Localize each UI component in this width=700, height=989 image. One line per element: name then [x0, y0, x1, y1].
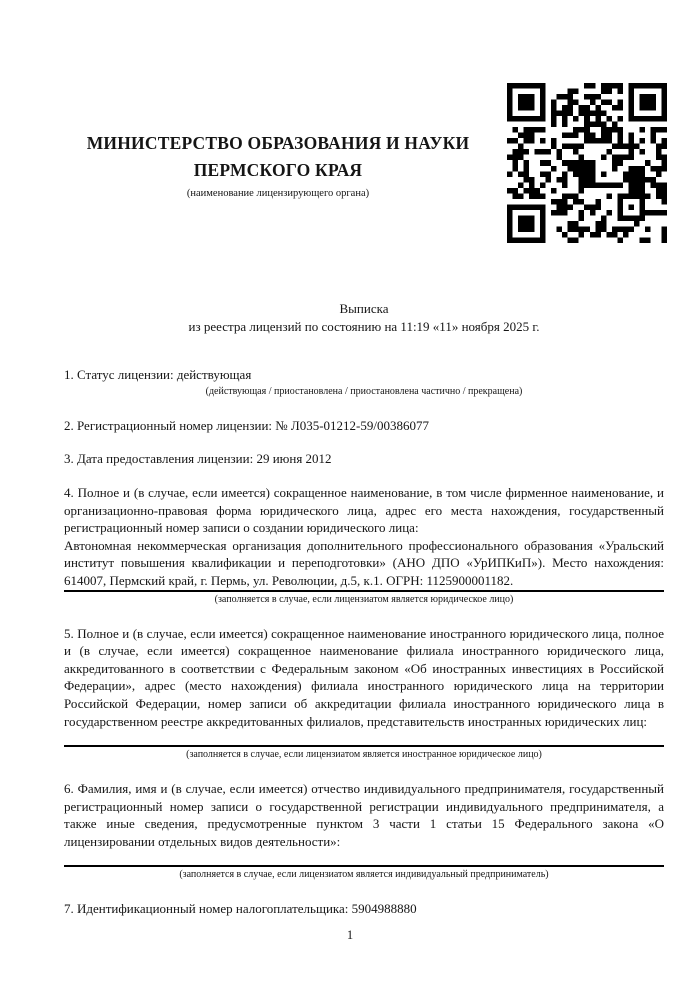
ministry-subtitle: (наименование лицензирующего органа) — [186, 188, 370, 199]
licensing-authority-header — [62, 130, 494, 201]
clause-4-licensee-value: Автономная некоммерческая организация дополнительного профессионального образования «Уральский институт повышения квалификации и переподготовки» (АНО ДПО «УрИПКиП»). Место нахождения: 614007, Пермский край, г. Пермь, ул. Революции, д.5, к.1. ОГРН: 1125900001182. — [64, 537, 664, 592]
clause-7-text: 7. Идентификационный номер налогоплательщика: 5904988880 — [64, 901, 417, 917]
clause-3-license-date — [64, 450, 664, 468]
clause-6-caption: (заполняется в случае, если лицензиатом является индивидуальный предприниматель) — [179, 869, 549, 881]
clause-4-legal-entity — [64, 484, 664, 606]
ministry-name-line1: МИНИСТЕРСТВО ОБРАЗОВАНИЯ И НАУКИ — [86, 133, 470, 153]
clause-4-text: 4. Полное и (в случае, если имеется) сокращенное наименование, в том числе фирменное наименование, и организационно-правовая форма юридического лица, адрес его места нахождения, государственный регистрационный номер записи о создании юридического лица: — [64, 484, 664, 536]
document-title — [64, 300, 664, 335]
clause-5-text: 5. Полное и (в случае, если имеется) сокращенное наименование иностранного юридического лица, полное и (в случае, если имеется) сокращенное наименование филиала иностранного юридического лица, аккредитованного в соответствии с Федеральным законом «Об иностранных инвестициях в Российской Федерации», адрес (место нахождения) филиала иностранного юридического лица на территории Российской Федерации, номер записи об аккредитации филиала иностранного юридического лица в государственном реестре аккредитованных филиалов, представительств иностранных юридических лиц: — [64, 625, 664, 729]
clause-7-taxpayer-number — [64, 900, 664, 918]
clause-6-fill-line — [64, 850, 664, 867]
clause-3-text: 3. Дата предоставления лицензии: 29 июня 2012 — [64, 451, 332, 467]
clause-5-foreign-entity — [64, 625, 664, 762]
document-title-line1: Выписка — [339, 301, 389, 316]
clause-5-caption: (заполняется в случае, если лицензиатом является иностранное юридическое лицо) — [186, 749, 542, 761]
clause-4-caption: (заполняется в случае, если лицензиатом является юридическое лицо) — [214, 593, 514, 605]
clause-1-caption: (действующая / приостановлена / приостановлена частично / прекращена) — [205, 385, 523, 397]
clause-1-license-status — [64, 366, 664, 398]
document-body — [64, 300, 664, 918]
clause-1-text: 1. Статус лицензии: действующая — [64, 367, 252, 383]
ministry-name-line2: ПЕРМСКОГО КРАЯ — [193, 160, 363, 180]
document-title-line2: из реестра лицензий по состоянию на 11:19 «11» ноября 2025 г. — [188, 318, 540, 334]
clause-6-text: 6. Фамилия, имя и (в случае, если имеется) отчество индивидуального предпринимателя, государственный регистрационный номер записи о государственной регистрации индивидуального предпринимателя, а также иные сведения, предусмотренные пунктом 3 части 1 статьи 15 Федерального закона «О лицензировании отдельных видов деятельности»: — [64, 781, 664, 849]
clause-6-individual-entrepreneur — [64, 780, 664, 881]
clause-5-fill-line — [64, 730, 664, 747]
clause-2-text: 2. Регистрационный номер лицензии: № Л035-01212-59/00386077 — [64, 417, 430, 433]
clause-2-registration-number — [64, 417, 664, 435]
qr-code — [507, 83, 667, 243]
page-number: 1 — [346, 928, 354, 942]
